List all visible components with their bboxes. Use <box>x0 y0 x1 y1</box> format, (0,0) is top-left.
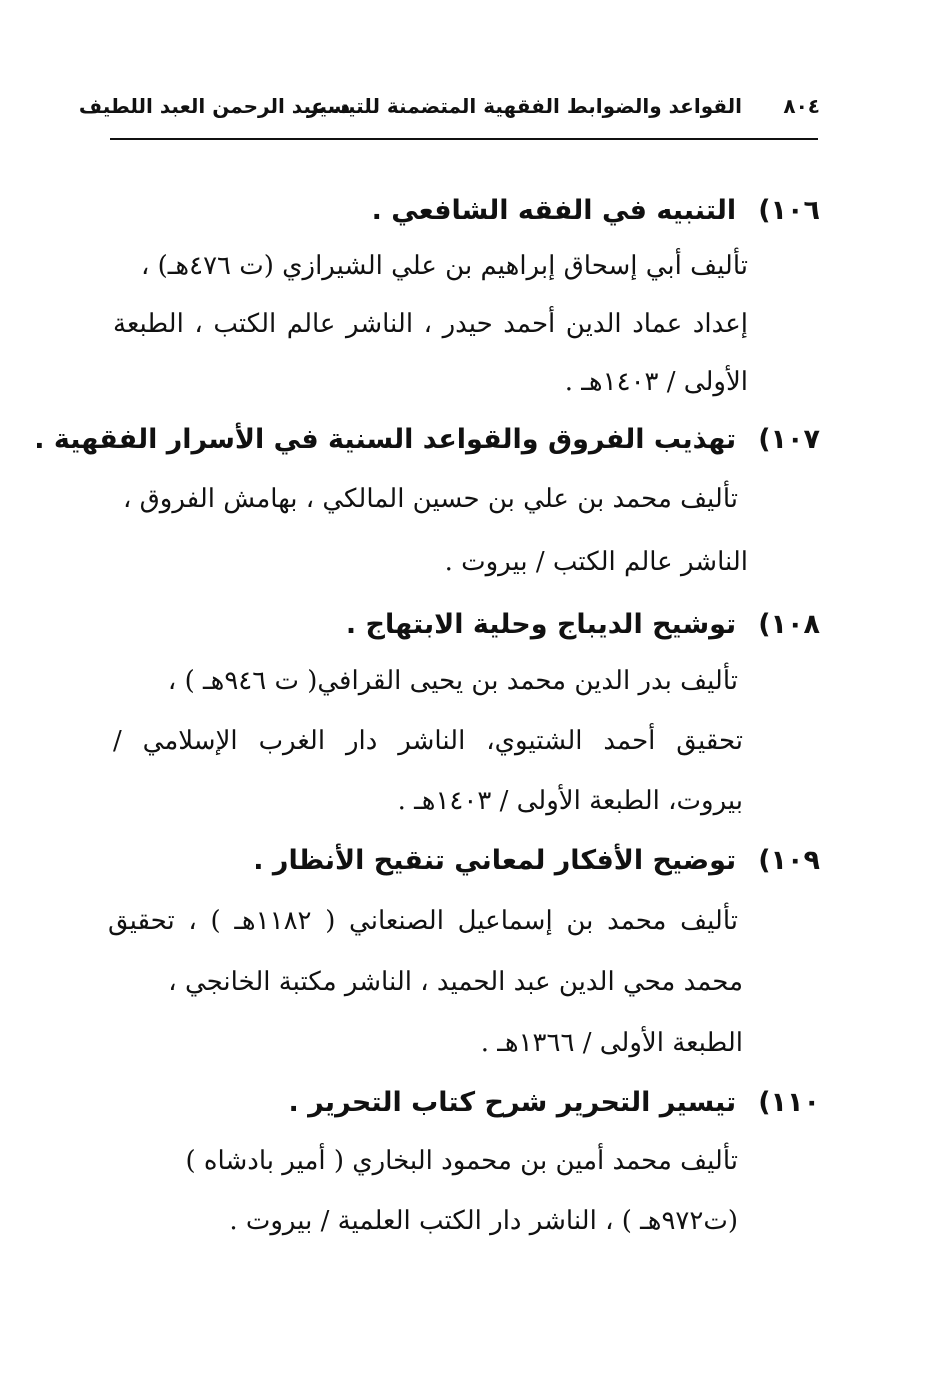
entry-title: توضيح الأفكار لمعاني تنقيح الأنظار . <box>253 845 737 876</box>
entry-number: ١٠٦) <box>758 195 820 226</box>
entry-title: تهذيب الفروق والقواعد السنية في الأسرار الفقهية . <box>34 424 737 455</box>
entry-body-line: بيروت، الطبعة الأولى / ١٤٠٣هـ . <box>397 786 743 816</box>
entry-title: تيسير التحرير شرح كتاب التحرير . <box>288 1087 737 1118</box>
entry-body-line: تأليف محمد بن إسماعيل الصنعاني ( ١١٨٢هـ ) ، تحقيق <box>108 906 738 936</box>
entry-body-line: (ت٩٧٢هـ ) ، الناشر دار الكتب العلمية / بيروت . <box>229 1206 738 1236</box>
entry-body-line: تأليف محمد أمين بن محمود البخاري ( أمير بادشاه ) <box>185 1146 738 1176</box>
book-title: القواعد والضوابط الفقهية المتضمنة للتيسير <box>307 94 742 118</box>
entry-number: ١٠٩) <box>758 845 820 876</box>
entry-body-line: الناشر عالم الكتب / بيروت . <box>444 547 748 577</box>
running-header <box>78 88 820 124</box>
entry-body-line: الطبعة الأولى / ١٣٦٦هـ . <box>480 1028 743 1058</box>
entry-body-line: تأليف بدر الدين محمد بن يحيى القرافي( ت ٩٤٦هـ ) ، <box>167 666 738 696</box>
author-name: د. عبد الرحمن العبد اللطيف <box>78 94 350 118</box>
entry-number: ١١٠) <box>758 1087 820 1118</box>
entry-heading <box>372 186 820 236</box>
entry-body-line: إعداد عماد الدين أحمد حيدر ، الناشر عالم الكتب ، الطبعة <box>113 309 748 339</box>
entry-body-line: تحقيق أحمد الشتيوي، الناشر دار الغرب الإسلامي / <box>113 726 743 756</box>
entry-title: التنبيه في الفقه الشافعي . <box>371 195 737 226</box>
entry-heading <box>34 415 820 465</box>
entry-title: توشيح الديباج وحلية الابتهاج . <box>345 609 737 640</box>
header-divider <box>110 138 818 140</box>
entry-heading <box>346 600 820 650</box>
entry-body-line: تأليف محمد بن علي بن حسين المالكي ، بهامش الفروق ، <box>122 484 738 514</box>
entry-body-line: محمد محي الدين عبد الحميد ، الناشر مكتبة الخانجي ، <box>168 967 743 997</box>
entry-body-line: تأليف أبي إسحاق إبراهيم بن علي الشيرازي (ت ٤٧٦هـ) ، <box>140 251 748 281</box>
page-number: ٨٠٤ <box>783 94 820 118</box>
entry-heading <box>253 836 820 886</box>
entry-number: ١٠٧) <box>758 424 820 455</box>
entry-number: ١٠٨) <box>758 609 820 640</box>
entry-heading <box>288 1078 820 1128</box>
entry-body-line: الأولى / ١٤٠٣هـ . <box>564 367 748 397</box>
